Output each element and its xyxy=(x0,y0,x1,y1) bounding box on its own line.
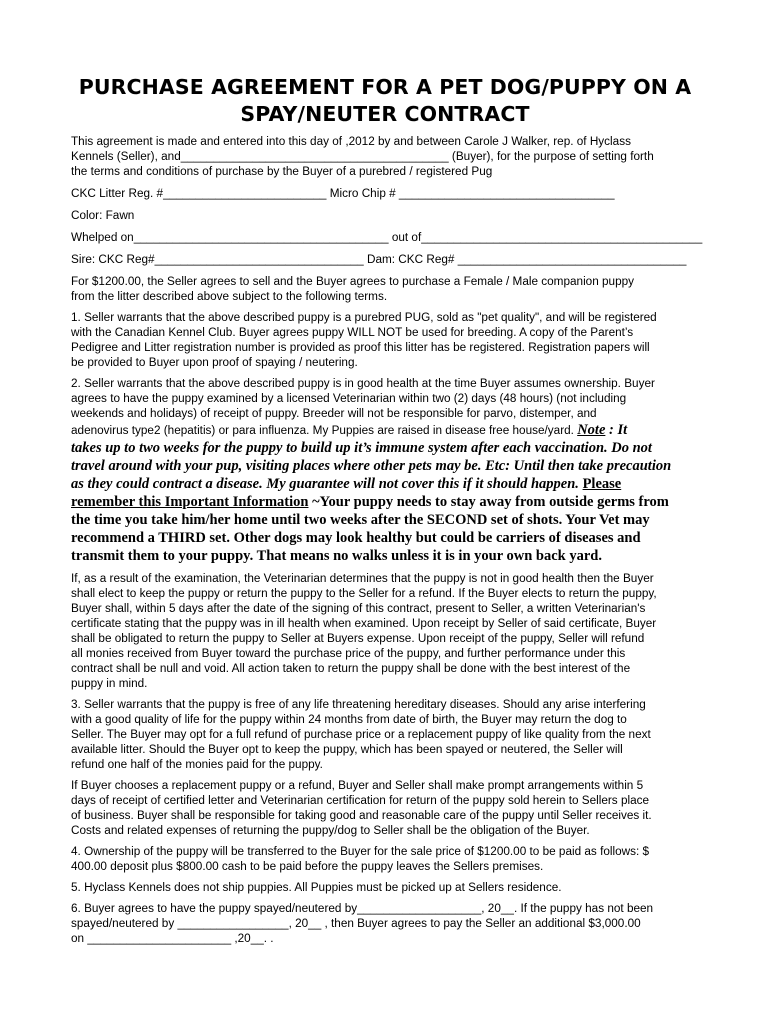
clause-2-line-1: 2. Seller warrants that the above described puppy is in good health at the time Buyer assumes ownership. Buyer xyxy=(71,377,655,390)
note-line-1: takes up to two weeks for the puppy to build up it’s immune system after each vaccination. Do not xyxy=(71,440,652,456)
important-info-line-4: transmit them to your puppy. That means no walks unless it is in your own back yard. xyxy=(71,548,602,564)
examination-paragraph xyxy=(71,571,711,691)
sire-dam-field: Sire: CKC Reg#________________________________ Dam: CKC Reg# ___________________________________ xyxy=(71,253,687,266)
exam-line-2: shall elect to keep the puppy or return the puppy to the Seller for a refund. If the Buyer elects to return the puppy, xyxy=(71,587,657,600)
exam-line-7: contract shall be null and void. All action taken to return the puppy shall be done with the best interest of the xyxy=(71,662,631,675)
clause-4-line-2: 400.00 deposit plus $800.00 cash to be paid before the puppy leaves the Sellers premises. xyxy=(71,860,544,873)
title-line-2: SPAY/NEUTER CONTRACT xyxy=(240,102,530,126)
clause-2-line-2: agrees to have the puppy examined by a licensed Veterinarian within two (2) days (48 hours) (not including xyxy=(71,392,627,405)
vaccination-note xyxy=(71,439,711,493)
note-colon: : It xyxy=(605,422,628,438)
clause-4 xyxy=(71,844,711,874)
clause-6-line-3: on ______________________ ,20__. . xyxy=(71,932,274,945)
litter-field: CKC Litter Reg. #_________________________ Micro Chip # _________________________________ xyxy=(71,187,615,200)
please-label: Please xyxy=(582,476,622,492)
color-field: Color: Fawn xyxy=(71,209,135,222)
important-info-line-3: recommend a THIRD set. Other dogs may look healthy but could be carriers of diseases and xyxy=(71,530,641,546)
price-line-1: For $1200.00, the Seller agrees to sell and the Buyer agrees to purchase a Female / Male companion puppy xyxy=(71,275,635,288)
clause-1-line-4: be provided to Buyer upon proof of spaying / neutering. xyxy=(71,356,358,369)
clause-3 xyxy=(71,697,711,772)
intro-line-1: This agreement is made and entered into this day of ,2012 by and between Carole J Walker, rep. of Hyclass xyxy=(71,135,631,148)
important-info-heading: remember this Important Information xyxy=(71,494,309,510)
note-label: Note xyxy=(577,422,606,438)
note-line-3: as they could contract a disease. My guarantee will not cover this if it should happen. xyxy=(71,476,583,492)
intro-line-2: Kennels (Seller), and_________________________________________ (Buyer), for the purpose of setting forth xyxy=(71,150,654,163)
clause-3-line-5: refund one half of the monies paid for the puppy. xyxy=(71,758,323,771)
important-information xyxy=(71,493,711,565)
important-info-line-2: the time you take him/her home until two weeks after the SECOND set of shots. Your Vet may xyxy=(71,512,650,528)
clause-2-line-4: adenovirus type2 (hepatitis) or para influenza. My Puppies are raised in disease free house/yard. xyxy=(71,424,578,437)
replacement-line-2: days of receipt of certified letter and Veterinarian certification for return of the puppy sold herein to Sellers place xyxy=(71,794,650,807)
clause-3-line-4: available litter. Should the Buyer opt to keep the puppy, which has been spayed or neutered, the Seller will xyxy=(71,743,623,756)
replacement-paragraph xyxy=(71,778,711,838)
intro-paragraph xyxy=(71,134,711,179)
exam-line-5: shall be obligated to return the puppy to Seller at Buyers expense. Upon receipt of the puppy, Seller will refund xyxy=(71,632,645,645)
clause-1-line-3: Pedigree and Litter registration number is provided as proof this litter has be registered. Registration papers will xyxy=(71,341,650,354)
exam-line-4: certificate stating that the puppy was in ill health when examined. Upon receipt by Seller of said certificate, Buyer xyxy=(71,617,657,630)
clause-5 xyxy=(71,880,711,895)
title-line-1: PURCHASE AGREEMENT FOR A PET DOG/PUPPY ON A xyxy=(78,75,692,99)
exam-line-3: Buyer shall, within 5 days after the date of the signing of this contract, present to Seller, a written Veterinarian's xyxy=(71,602,646,615)
document-title xyxy=(40,74,730,128)
exam-line-8: puppy in mind. xyxy=(71,677,148,690)
document-body xyxy=(71,134,711,946)
exam-line-1: If, as a result of the examination, the Veterinarian determines that the puppy is not in good health then the Buyer xyxy=(71,572,654,585)
clause-1-line-1: 1. Seller warrants that the above described puppy is a purebred PUG, sold as "pet quality", and will be registered xyxy=(71,311,657,324)
clause-6-line-2: spayed/neutered by _________________, 20__ , then Buyer agrees to pay the Seller an additional $3,000.00 xyxy=(71,917,641,930)
replacement-line-1: If Buyer chooses a replacement puppy or a refund, Buyer and Seller shall make prompt arrangements within 5 xyxy=(71,779,644,792)
replacement-line-4: Costs and related expenses of returning the puppy/dog to Seller shall be the obligation of the Buyer. xyxy=(71,824,590,837)
clause-5-line-1: 5. Hyclass Kennels does not ship puppies. All Puppies must be picked up at Sellers residence. xyxy=(71,881,562,894)
clause-2-line-3: weekends and holidays) of receipt of puppy. Breeder will not be responsible for parvo, distemper, and xyxy=(71,407,597,420)
exam-line-6: all monies received from Buyer toward the purchase price of the puppy, and further performance under this xyxy=(71,647,626,660)
whelped-field: Whelped on_______________________________________ out of___________________________________________ xyxy=(71,231,703,244)
intro-line-3: the terms and conditions of purchase by the Buyer of a purebred / registered Pug xyxy=(71,165,493,178)
important-info-line-1: ~Your puppy needs to stay away from outside germs from xyxy=(308,494,669,510)
price-line-2: from the litter described above subject to the following terms. xyxy=(71,290,388,303)
clause-4-line-1: 4. Ownership of the puppy will be transferred to the Buyer for the sale price of $1200.00 to be paid as follows: $ xyxy=(71,845,650,858)
replacement-line-3: of business. Buyer shall be responsible for taking good and reasonable care of the puppy until Seller receives it. xyxy=(71,809,652,822)
clause-3-line-2: with a good quality of life for the puppy within 24 months from date of birth, the Buyer may return the dog to xyxy=(71,713,627,726)
clause-6 xyxy=(71,901,711,946)
clause-6-line-1: 6. Buyer agrees to have the puppy spayed/neutered by___________________, 20__. If the puppy has not been xyxy=(71,902,654,915)
clause-3-line-1: 3. Seller warrants that the puppy is free of any life threatening hereditary diseases. Should any arise interfering xyxy=(71,698,646,711)
clause-2 xyxy=(71,376,711,439)
clause-1-line-2: with the Canadian Kennel Club. Buyer agrees puppy WILL NOT be used for breeding. A copy of the Parent’s xyxy=(71,326,634,339)
note-line-2: travel around with your pup, visiting places where other pets may be. Etc: Until then take precaution xyxy=(71,458,672,474)
clause-1 xyxy=(71,310,711,370)
clause-3-line-3: Seller. The Buyer may opt for a full refund of purchase price or a replacement puppy of like quality from the next xyxy=(71,728,651,741)
price-paragraph xyxy=(71,274,711,304)
